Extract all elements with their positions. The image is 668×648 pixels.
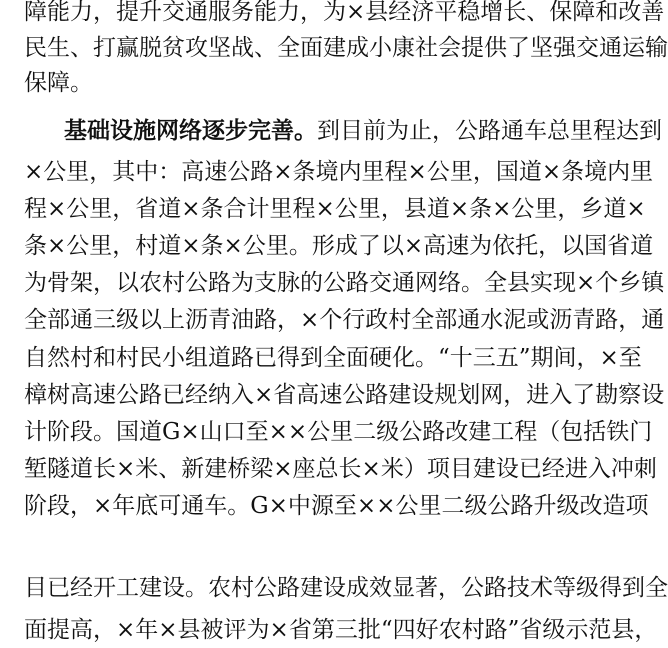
text-line-11: 樟树高速公路已经纳入×省高速公路建设规划网，进入了勘察设 — [24, 382, 665, 408]
text-line-15: 目已经开工建设。农村公路建设成效显著，公路技术等级得到全 — [24, 575, 668, 601]
text-line-14: 阶段，×年底可通车。G×中源至××公里二级公路升级改造项 — [24, 493, 649, 519]
text-line-6: 程×公里，省道×条合计里程×公里，县道×条×公里，乡道× — [24, 196, 646, 222]
text-line-16: 面提高，×年×县被评为×省第三批“四好农村路”省级示范县， — [24, 617, 658, 643]
text-line-13: 堑隧道长×米、新建桥梁×座总长×米）项目建设已经进入冲刺 — [24, 456, 657, 482]
text-line-1: 障能力，提升交通服务能力，为×县经济平稳增长、保障和改善 — [24, 0, 665, 25]
text-line-7: 条×公里，村道×条×公里。形成了以×高速为依托，以国省道 — [24, 233, 654, 259]
text-line-5: ×公里，其中：高速公路×条境内里程×公里，国道×条境内里 — [24, 159, 654, 185]
text-line-10: 自然村和村民小组道路已得到全面硬化。“十三五”期间，×至 — [24, 345, 642, 371]
text-line-2: 民生、打赢脱贫攻坚战、全面建成小康社会提供了坚强交通运输 — [24, 35, 668, 61]
text-line-9: 全部通三级以上沥青油路，×个行政村全部通水泥或沥青路，通 — [24, 307, 665, 333]
section-heading: 基础设施网络逐步完善。 — [64, 118, 317, 144]
paragraph-first-line — [64, 113, 662, 149]
text-line-3: 保障。 — [24, 70, 93, 96]
text-line-8: 为骨架，以农村公路为支脉的公路交通网络。全县实现×个乡镇 — [24, 270, 665, 296]
text-line-12: 计阶段。国道G×山口至××公里二级公路改建工程（包括铁门 — [24, 419, 653, 445]
text-line-4: 到目前为止，公路通车总里程达到 — [317, 118, 662, 144]
